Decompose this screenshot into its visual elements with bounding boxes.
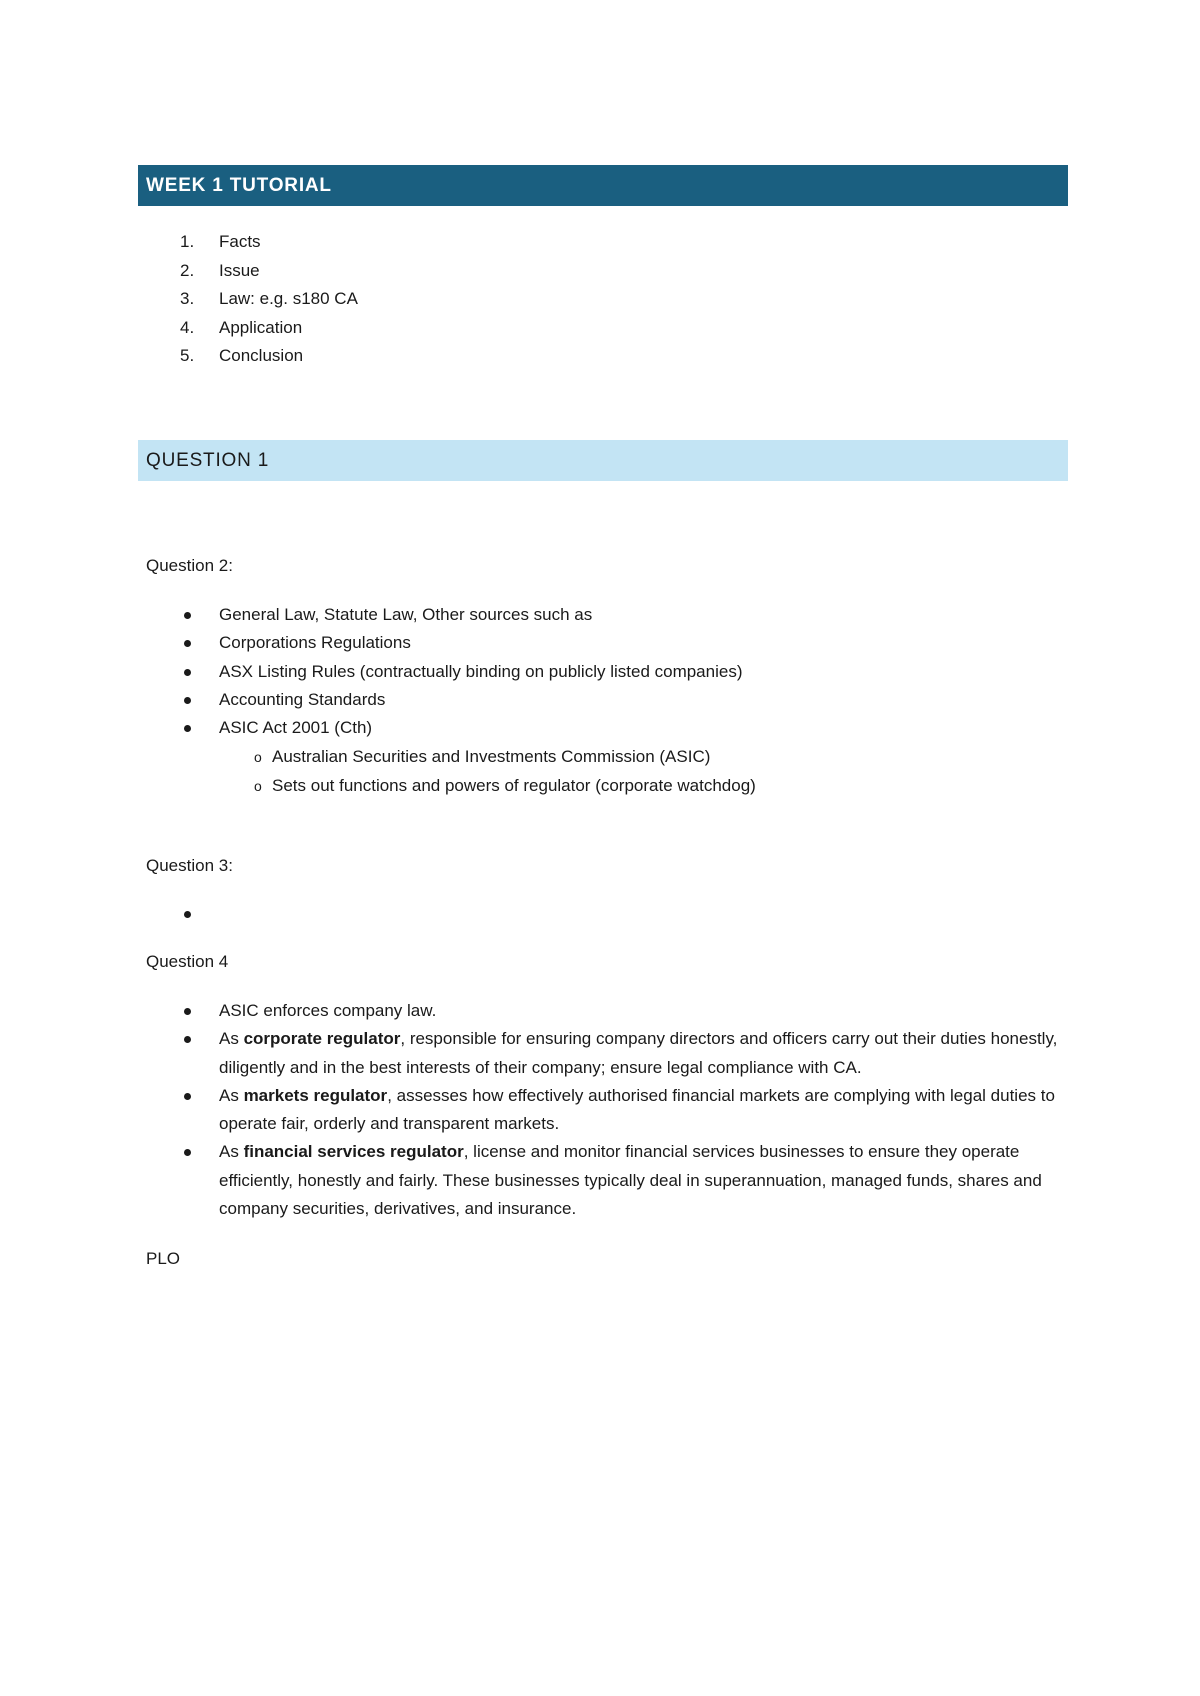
question4-list bbox=[180, 997, 1070, 1223]
list-item: As markets regulator, assesses how effectively authorised financial markets are complying with legal duties to operate fair, orderly and transparent markets. bbox=[180, 1082, 1070, 1139]
sub-bullet-icon: o bbox=[254, 777, 262, 794]
steps-list bbox=[180, 228, 358, 371]
bullet-icon bbox=[184, 1008, 191, 1015]
question2-label: Question 2: bbox=[146, 556, 233, 575]
list-item: Corporations Regulations bbox=[180, 629, 1080, 657]
bullet-icon bbox=[184, 1036, 191, 1043]
question2-sublist bbox=[180, 743, 756, 800]
bullet-icon bbox=[184, 669, 191, 676]
list-item: ASX Listing Rules (contractually binding on publicly listed companies) bbox=[180, 658, 1080, 686]
footer-label: PLO bbox=[146, 1249, 181, 1268]
bullet-icon bbox=[184, 911, 191, 918]
list-item: ASIC enforces company law. bbox=[180, 997, 1070, 1025]
week-heading: WEEK 1 TUTORIAL bbox=[146, 174, 332, 196]
bullet-icon bbox=[184, 725, 191, 732]
sub-list-item: o Sets out functions and powers of regulator (corporate watchdog) bbox=[180, 772, 756, 801]
list-item: 2. Issue bbox=[180, 260, 260, 280]
list-item: Accounting Standards bbox=[180, 686, 1080, 714]
bullet-icon bbox=[184, 1093, 191, 1100]
sub-bullet-icon: o bbox=[254, 749, 262, 765]
question3-label: Question 3: bbox=[146, 856, 233, 875]
question4-label: Question 4 bbox=[146, 952, 229, 971]
bullet-icon bbox=[184, 640, 191, 647]
question1-heading-banner bbox=[138, 440, 1068, 481]
list-item bbox=[180, 900, 1080, 928]
list-item: 4. Application bbox=[180, 317, 303, 337]
week-heading-banner bbox=[138, 165, 1068, 206]
list-item: General Law, Statute Law, Other sources such as bbox=[180, 601, 1080, 629]
bold-term: financial services regulator bbox=[243, 1142, 464, 1162]
question3-list bbox=[180, 900, 1080, 928]
sub-list-item: o Australian Securities and Investments Commission (ASIC) bbox=[180, 743, 756, 772]
bullet-icon bbox=[184, 697, 191, 704]
bold-term: markets regulator bbox=[243, 1085, 388, 1105]
bold-term: corporate regulator bbox=[243, 1029, 401, 1049]
question1-heading: QUESTION 1 bbox=[146, 449, 270, 471]
list-item: 1. Facts bbox=[180, 232, 261, 251]
question2-list bbox=[180, 601, 1080, 742]
list-item: ASIC Act 2001 (Cth) bbox=[180, 714, 1080, 742]
list-item: 3. Law: e.g. s180 CA bbox=[180, 289, 358, 308]
list-item: 5. Conclusion bbox=[180, 346, 304, 365]
list-item: As financial services regulator, license and monitor financial services businesses to ensure they operate efficiently, honestly and fairly. These businesses typically deal in superannuation, managed funds, shares and company securities, derivatives, and insurance. bbox=[180, 1138, 1070, 1223]
bullet-icon bbox=[184, 612, 191, 619]
list-item: As corporate regulator, responsible for ensuring company directors and officers carry out their duties honestly, diligently and in the best interests of their company; ensure legal compliance with CA. bbox=[180, 1025, 1070, 1082]
bullet-icon bbox=[184, 1149, 191, 1156]
